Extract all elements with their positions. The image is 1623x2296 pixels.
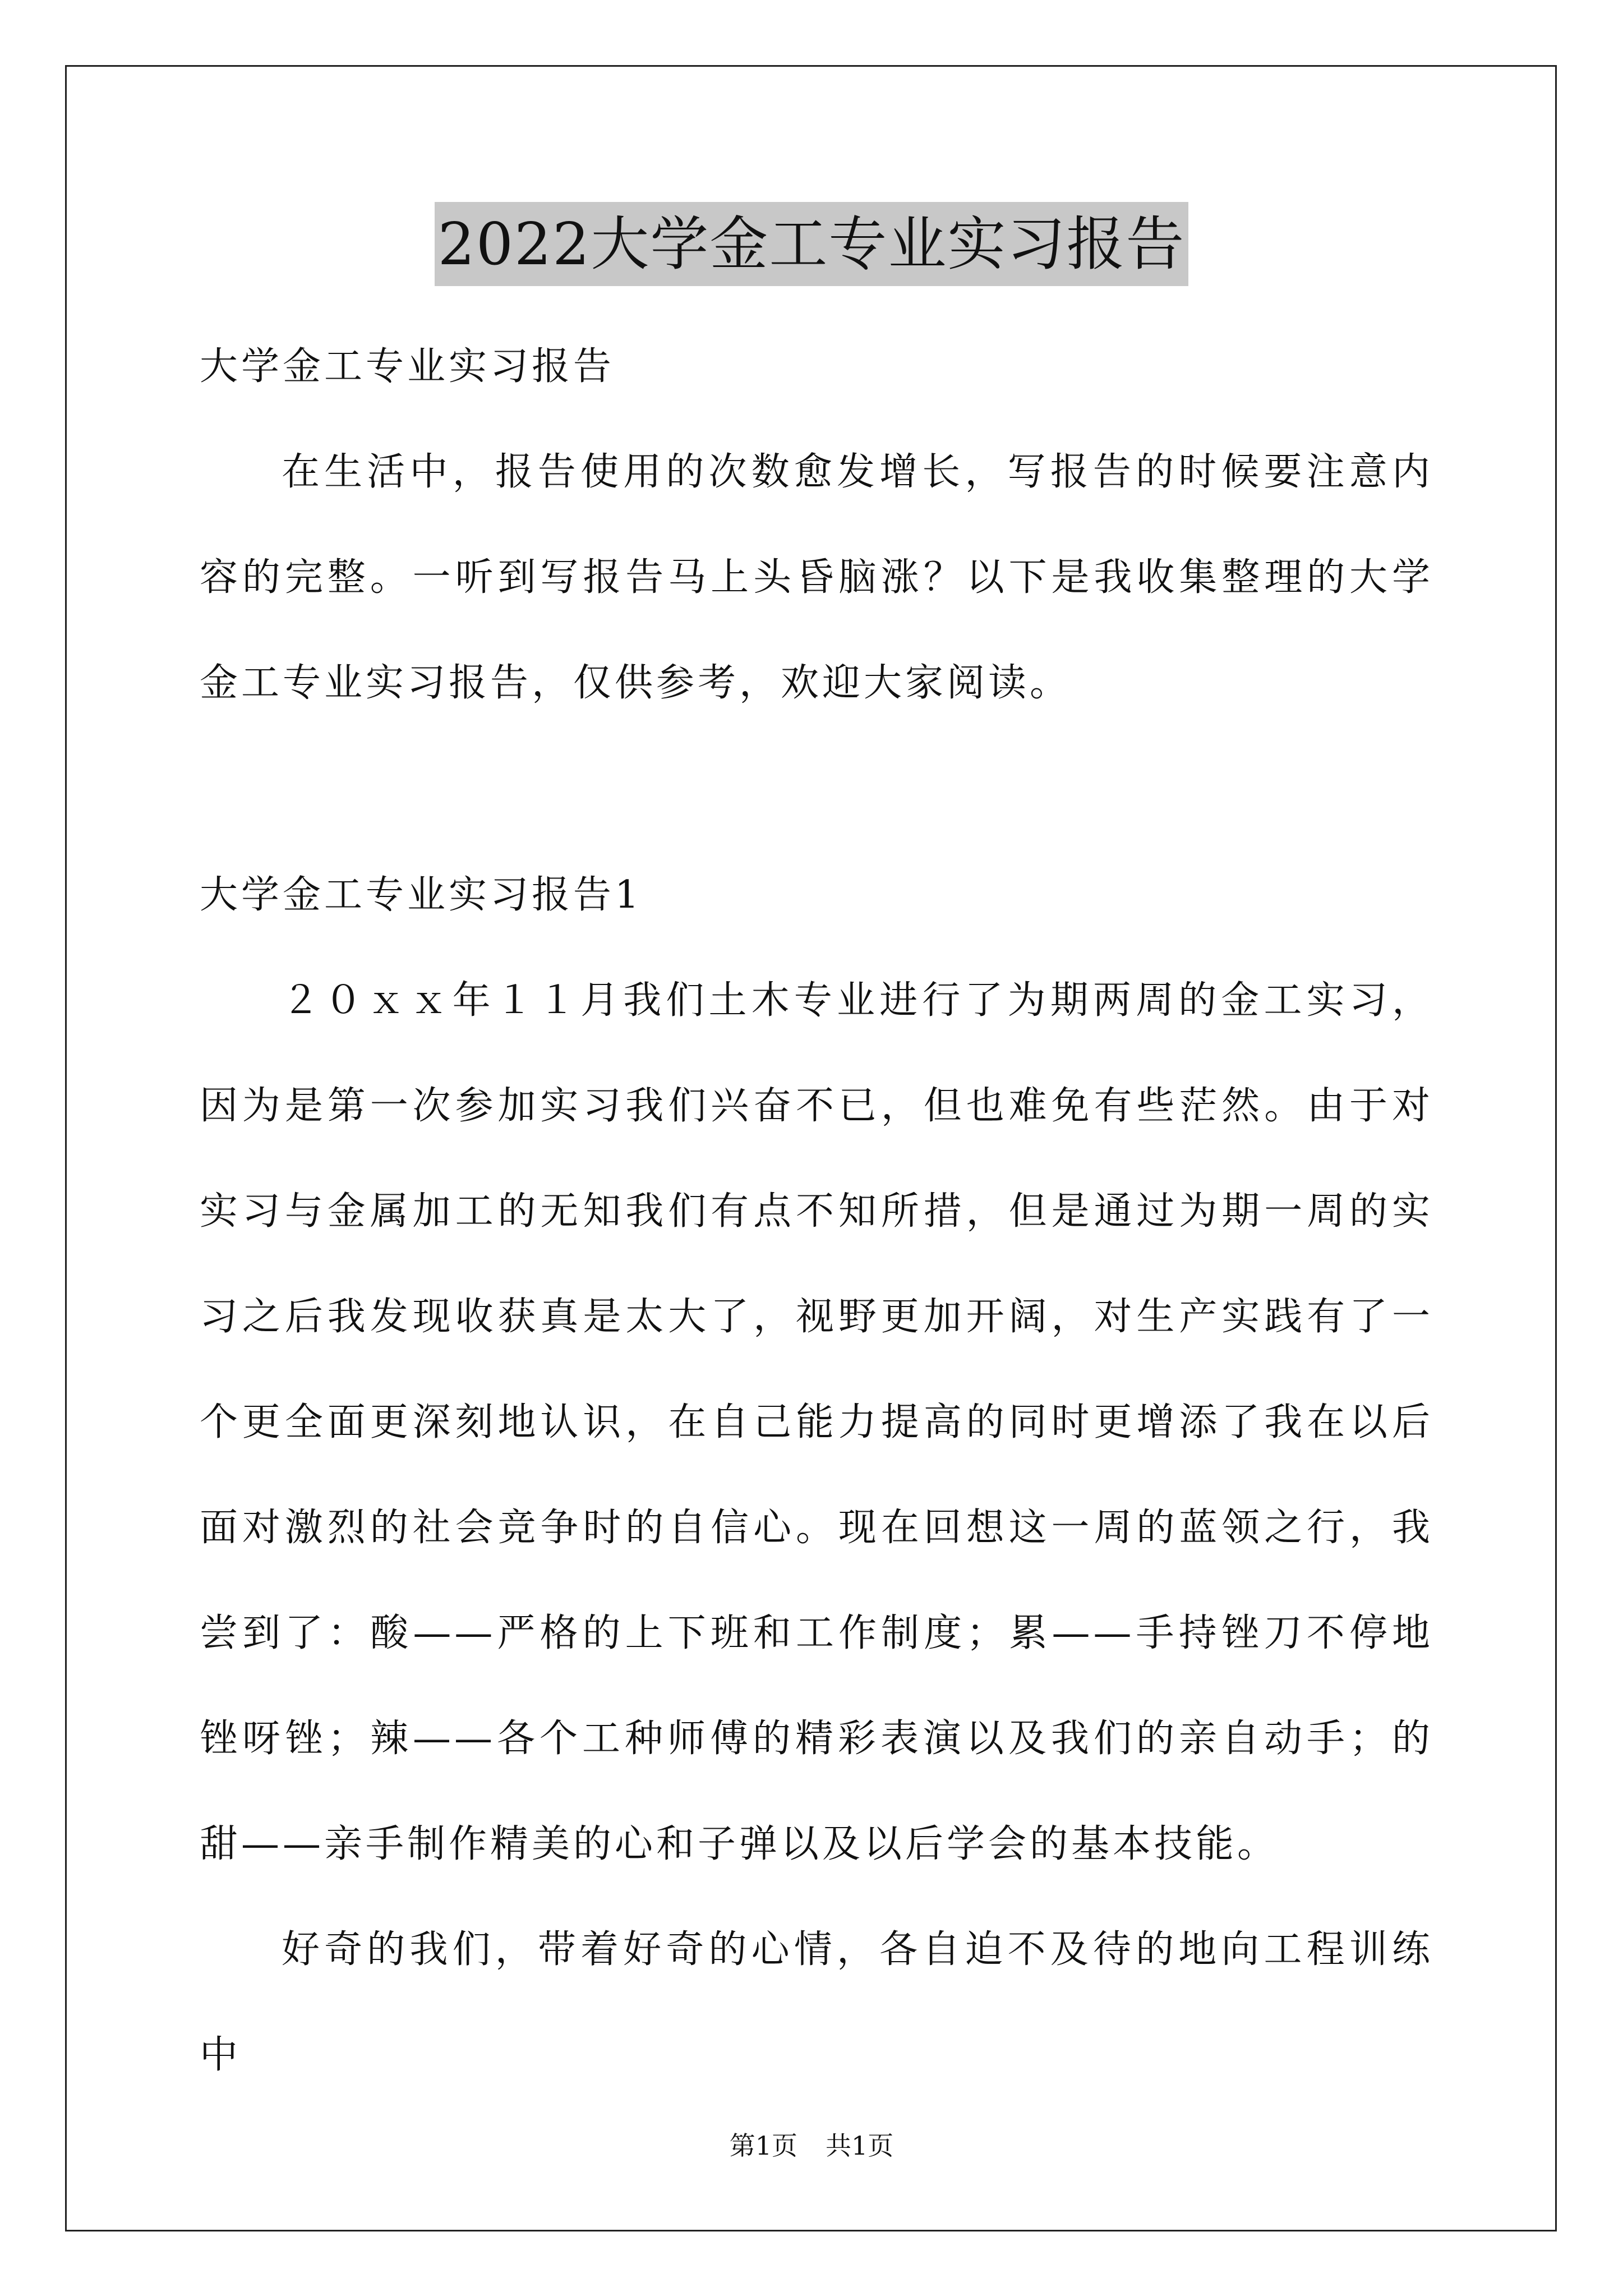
body-paragraph-1: ２０ｘｘ年１１月我们土木专业进行了为期两周的金工实习，因为是第一次参加实习我们兴奋不已，但也难免有些茫然。由于对实习与金属加工的无知我们有点不知所措，但是通过为期一周的实习之后我发现收获真是太大了，视野更加开阔，对生产实践有了一个更全面更深刻地认识，在自己能力提高的同时更增添了我在以后面对激烈的社会竞争时的自信心。现在回想这一周的蓝领之行，我尝到了：酸——严格的上下班和工作制度；累——手持锉刀不停地锉呀锉；辣——各个工种师傅的精彩表演以及我们的亲自动手；的甜——亲手制作精美的心和子弹以及以后学会的基本技能。 [200,978,1433,1866]
document-body [200,314,1433,2108]
section-heading: 大学金工专业实习报告1 [200,873,643,917]
page-total: 共1页 [826,2131,894,2161]
title-wrap [0,202,1623,286]
document-title: 2022大学金工专业实习报告 [435,202,1189,286]
section-spacer [200,736,1433,843]
document-subtitle: 大学金工专业实习报告 [200,344,615,389]
intro-paragraph: 在生活中，报告使用的次数愈发增长，写报告的时候要注意内容的完整。一听到写报告马上头昏脑涨？以下是我收集整理的大学金工专业实习报告，仅供参考，欢迎大家阅读。 [200,450,1433,705]
page-number: 第1页 [729,2131,797,2161]
page-footer [0,2126,1623,2165]
body-paragraph-2: 好奇的我们，带着好奇的心情，各自迫不及待的地向工程训练中 [200,1927,1433,2077]
